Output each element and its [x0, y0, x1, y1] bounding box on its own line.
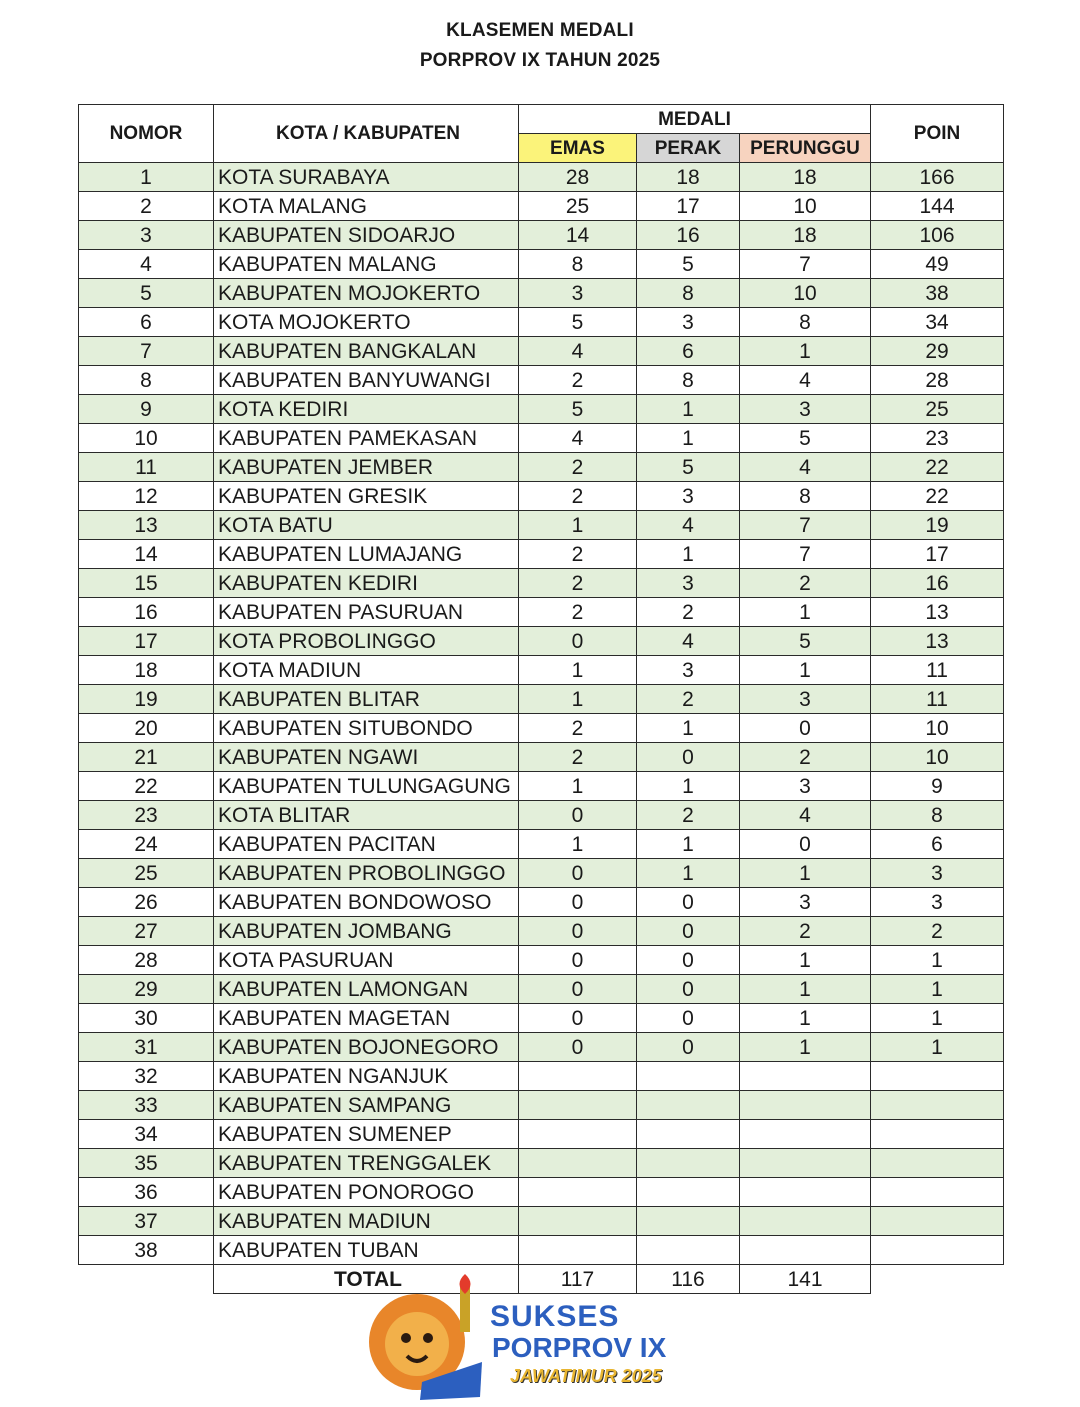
- rank-cell: 34: [79, 1120, 214, 1149]
- emas-cell: 2: [519, 540, 637, 569]
- total-spacer-right: [871, 1265, 1004, 1294]
- emas-cell: 28: [519, 163, 637, 192]
- region-name-cell: KABUPATEN BANGKALAN: [214, 337, 519, 366]
- rank-cell: 2: [79, 192, 214, 221]
- table-row: [79, 540, 1004, 569]
- rank-cell: 33: [79, 1091, 214, 1120]
- perunggu-cell: 4: [740, 453, 871, 482]
- emas-cell: 0: [519, 627, 637, 656]
- perunggu-cell: 5: [740, 424, 871, 453]
- perak-cell: 1: [637, 540, 740, 569]
- rank-cell: 14: [79, 540, 214, 569]
- poin-cell: 16: [871, 569, 1004, 598]
- poin-cell: 22: [871, 482, 1004, 511]
- rank-cell: 27: [79, 917, 214, 946]
- perunggu-cell: [740, 1236, 871, 1265]
- emas-cell: 0: [519, 859, 637, 888]
- table-row: [79, 859, 1004, 888]
- table-row: [79, 830, 1004, 859]
- region-name-cell: KABUPATEN NGANJUK: [214, 1062, 519, 1091]
- perunggu-cell: 2: [740, 569, 871, 598]
- emas-cell: 25: [519, 192, 637, 221]
- table-row: [79, 946, 1004, 975]
- rank-cell: 35: [79, 1149, 214, 1178]
- poin-cell: [871, 1120, 1004, 1149]
- poin-cell: 13: [871, 598, 1004, 627]
- rank-cell: 22: [79, 772, 214, 801]
- rank-cell: 5: [79, 279, 214, 308]
- table-row: [79, 1004, 1004, 1033]
- poin-cell: 25: [871, 395, 1004, 424]
- table-row: [79, 801, 1004, 830]
- rank-cell: 4: [79, 250, 214, 279]
- region-name-cell: KABUPATEN SUMENEP: [214, 1120, 519, 1149]
- table-row: [79, 308, 1004, 337]
- region-name-cell: KABUPATEN TRENGGALEK: [214, 1149, 519, 1178]
- perunggu-cell: 3: [740, 888, 871, 917]
- perunggu-cell: 0: [740, 714, 871, 743]
- rank-cell: 32: [79, 1062, 214, 1091]
- perunggu-cell: 8: [740, 308, 871, 337]
- emas-cell: 2: [519, 743, 637, 772]
- poin-cell: [871, 1236, 1004, 1265]
- perak-cell: 17: [637, 192, 740, 221]
- perak-cell: [637, 1236, 740, 1265]
- perunggu-cell: 1: [740, 598, 871, 627]
- poin-cell: 10: [871, 743, 1004, 772]
- poin-cell: 3: [871, 859, 1004, 888]
- poin-cell: 34: [871, 308, 1004, 337]
- region-name-cell: KABUPATEN BANYUWANGI: [214, 366, 519, 395]
- emas-cell: 0: [519, 1033, 637, 1062]
- page-title: KLASEMEN MEDALI: [446, 20, 634, 41]
- table-row: [79, 656, 1004, 685]
- table-row: [79, 1149, 1004, 1178]
- perunggu-cell: 3: [740, 685, 871, 714]
- emas-cell: 2: [519, 714, 637, 743]
- perunggu-cell: 4: [740, 801, 871, 830]
- region-name-cell: KABUPATEN TULUNGAGUNG: [214, 772, 519, 801]
- rank-cell: 1: [79, 163, 214, 192]
- region-name-cell: KABUPATEN MAGETAN: [214, 1004, 519, 1033]
- perunggu-cell: 18: [740, 163, 871, 192]
- emas-cell: 2: [519, 569, 637, 598]
- region-name-cell: KOTA KEDIRI: [214, 395, 519, 424]
- table-row: [79, 163, 1004, 192]
- poin-cell: 23: [871, 424, 1004, 453]
- perunggu-cell: 3: [740, 772, 871, 801]
- header-medali: MEDALI: [519, 105, 871, 134]
- poin-cell: 8: [871, 801, 1004, 830]
- perak-cell: [637, 1207, 740, 1236]
- table-row: [79, 1207, 1004, 1236]
- total-perunggu: 141: [740, 1265, 871, 1294]
- perak-cell: 1: [637, 714, 740, 743]
- header-emas: EMAS: [519, 134, 637, 163]
- emas-cell: 4: [519, 424, 637, 453]
- region-name-cell: KOTA MALANG: [214, 192, 519, 221]
- logo-line3: JAWATIMUR 2025: [510, 1366, 662, 1386]
- perak-cell: 0: [637, 917, 740, 946]
- emas-cell: 1: [519, 685, 637, 714]
- region-name-cell: KABUPATEN JOMBANG: [214, 917, 519, 946]
- emas-cell: [519, 1207, 637, 1236]
- perunggu-cell: 1: [740, 946, 871, 975]
- perak-cell: [637, 1149, 740, 1178]
- emas-cell: 14: [519, 221, 637, 250]
- rank-cell: 28: [79, 946, 214, 975]
- medal-standings-table: [78, 104, 1004, 1294]
- total-spacer: [79, 1265, 214, 1294]
- perunggu-cell: 3: [740, 395, 871, 424]
- perunggu-cell: 7: [740, 540, 871, 569]
- perunggu-cell: 1: [740, 1033, 871, 1062]
- region-name-cell: KOTA BATU: [214, 511, 519, 540]
- region-name-cell: KABUPATEN PONOROGO: [214, 1178, 519, 1207]
- table-row: [79, 221, 1004, 250]
- rank-cell: 7: [79, 337, 214, 366]
- perak-cell: 0: [637, 888, 740, 917]
- table-row: [79, 250, 1004, 279]
- region-name-cell: KOTA MADIUN: [214, 656, 519, 685]
- lion-mascot-icon: [362, 1272, 492, 1402]
- perak-cell: 2: [637, 685, 740, 714]
- emas-cell: 1: [519, 772, 637, 801]
- perunggu-cell: 10: [740, 192, 871, 221]
- perak-cell: 3: [637, 569, 740, 598]
- table-row: [79, 1062, 1004, 1091]
- poin-cell: 1: [871, 1033, 1004, 1062]
- perunggu-cell: 1: [740, 975, 871, 1004]
- emas-cell: 3: [519, 279, 637, 308]
- perunggu-cell: 7: [740, 250, 871, 279]
- poin-cell: 1: [871, 975, 1004, 1004]
- table-row: [79, 395, 1004, 424]
- perak-cell: [637, 1178, 740, 1207]
- rank-cell: 24: [79, 830, 214, 859]
- rank-cell: 12: [79, 482, 214, 511]
- region-name-cell: KABUPATEN LUMAJANG: [214, 540, 519, 569]
- perak-cell: 1: [637, 859, 740, 888]
- rank-cell: 6: [79, 308, 214, 337]
- emas-cell: [519, 1149, 637, 1178]
- region-name-cell: KOTA MOJOKERTO: [214, 308, 519, 337]
- poin-cell: 3: [871, 888, 1004, 917]
- region-name-cell: KABUPATEN SITUBONDO: [214, 714, 519, 743]
- poin-cell: 166: [871, 163, 1004, 192]
- poin-cell: 13: [871, 627, 1004, 656]
- header-perak: PERAK: [637, 134, 740, 163]
- region-name-cell: KABUPATEN SAMPANG: [214, 1091, 519, 1120]
- emas-cell: 0: [519, 917, 637, 946]
- perunggu-cell: 5: [740, 627, 871, 656]
- rank-cell: 36: [79, 1178, 214, 1207]
- perunggu-cell: 8: [740, 482, 871, 511]
- perak-cell: 6: [637, 337, 740, 366]
- emas-cell: 0: [519, 801, 637, 830]
- perunggu-cell: 1: [740, 656, 871, 685]
- perunggu-cell: 7: [740, 511, 871, 540]
- table-row: [79, 1091, 1004, 1120]
- poin-cell: 6: [871, 830, 1004, 859]
- rank-cell: 13: [79, 511, 214, 540]
- perunggu-cell: 1: [740, 859, 871, 888]
- emas-cell: 2: [519, 453, 637, 482]
- poin-cell: 29: [871, 337, 1004, 366]
- perak-cell: 2: [637, 598, 740, 627]
- table-row: [79, 743, 1004, 772]
- region-name-cell: KABUPATEN BOJONEGORO: [214, 1033, 519, 1062]
- perak-cell: 1: [637, 424, 740, 453]
- event-logo: [362, 1272, 702, 1402]
- rank-cell: 25: [79, 859, 214, 888]
- poin-cell: 17: [871, 540, 1004, 569]
- region-name-cell: KABUPATEN MADIUN: [214, 1207, 519, 1236]
- emas-cell: 8: [519, 250, 637, 279]
- perunggu-cell: 4: [740, 366, 871, 395]
- table-row: [79, 366, 1004, 395]
- poin-cell: 49: [871, 250, 1004, 279]
- table-row: [79, 1236, 1004, 1265]
- rank-cell: 38: [79, 1236, 214, 1265]
- rank-cell: 8: [79, 366, 214, 395]
- poin-cell: 28: [871, 366, 1004, 395]
- logo-line1: SUKSES: [490, 1300, 620, 1333]
- header-nomor: NOMOR: [79, 105, 214, 163]
- total-emas: 117: [519, 1265, 637, 1294]
- perak-cell: 4: [637, 627, 740, 656]
- poin-cell: 11: [871, 685, 1004, 714]
- emas-cell: 1: [519, 656, 637, 685]
- poin-cell: 1: [871, 1004, 1004, 1033]
- header-kota: KOTA / KABUPATEN: [214, 105, 519, 163]
- logo-line2: PORPROV IX: [492, 1332, 667, 1363]
- emas-cell: 2: [519, 482, 637, 511]
- rank-cell: 16: [79, 598, 214, 627]
- table-row: [79, 598, 1004, 627]
- table-row: [79, 569, 1004, 598]
- region-name-cell: KABUPATEN PACITAN: [214, 830, 519, 859]
- poin-cell: [871, 1149, 1004, 1178]
- rank-cell: 19: [79, 685, 214, 714]
- region-name-cell: KABUPATEN GRESIK: [214, 482, 519, 511]
- table-row: [79, 279, 1004, 308]
- rank-cell: 37: [79, 1207, 214, 1236]
- perunggu-cell: 18: [740, 221, 871, 250]
- perak-cell: 18: [637, 163, 740, 192]
- emas-cell: 5: [519, 308, 637, 337]
- perunggu-cell: 2: [740, 743, 871, 772]
- perunggu-cell: [740, 1091, 871, 1120]
- region-name-cell: KABUPATEN LAMONGAN: [214, 975, 519, 1004]
- header-perunggu: PERUNGGU: [740, 134, 871, 163]
- poin-cell: 19: [871, 511, 1004, 540]
- header-poin: POIN: [871, 105, 1004, 163]
- table-row: [79, 482, 1004, 511]
- total-perak: 116: [637, 1265, 740, 1294]
- region-name-cell: KABUPATEN SIDOARJO: [214, 221, 519, 250]
- poin-cell: [871, 1091, 1004, 1120]
- rank-cell: 3: [79, 221, 214, 250]
- perak-cell: 5: [637, 250, 740, 279]
- poin-cell: [871, 1178, 1004, 1207]
- emas-cell: 5: [519, 395, 637, 424]
- table-row: [79, 192, 1004, 221]
- emas-cell: 0: [519, 888, 637, 917]
- table-row: [79, 772, 1004, 801]
- emas-cell: 0: [519, 1004, 637, 1033]
- perak-cell: [637, 1091, 740, 1120]
- rank-cell: 31: [79, 1033, 214, 1062]
- region-name-cell: KABUPATEN NGAWI: [214, 743, 519, 772]
- region-name-cell: KOTA BLITAR: [214, 801, 519, 830]
- poin-cell: 22: [871, 453, 1004, 482]
- perak-cell: 2: [637, 801, 740, 830]
- perak-cell: [637, 1062, 740, 1091]
- perak-cell: 1: [637, 772, 740, 801]
- rank-cell: 11: [79, 453, 214, 482]
- emas-cell: 0: [519, 946, 637, 975]
- poin-cell: 10: [871, 714, 1004, 743]
- table-row: [79, 1178, 1004, 1207]
- region-name-cell: KABUPATEN BLITAR: [214, 685, 519, 714]
- rank-cell: 10: [79, 424, 214, 453]
- rank-cell: 9: [79, 395, 214, 424]
- perunggu-cell: [740, 1178, 871, 1207]
- rank-cell: 21: [79, 743, 214, 772]
- perunggu-cell: 10: [740, 279, 871, 308]
- region-name-cell: KOTA PASURUAN: [214, 946, 519, 975]
- rank-cell: 30: [79, 1004, 214, 1033]
- perak-cell: 0: [637, 975, 740, 1004]
- perunggu-cell: 1: [740, 1004, 871, 1033]
- perak-cell: 0: [637, 1033, 740, 1062]
- perak-cell: 8: [637, 366, 740, 395]
- emas-cell: [519, 1178, 637, 1207]
- region-name-cell: KABUPATEN PAMEKASAN: [214, 424, 519, 453]
- perunggu-cell: 2: [740, 917, 871, 946]
- region-name-cell: KABUPATEN BONDOWOSO: [214, 888, 519, 917]
- table-row: [79, 975, 1004, 1004]
- table-row: [79, 685, 1004, 714]
- perunggu-cell: 1: [740, 337, 871, 366]
- emas-cell: 2: [519, 598, 637, 627]
- poin-cell: 2: [871, 917, 1004, 946]
- total-label: TOTAL: [214, 1265, 519, 1294]
- region-name-cell: KABUPATEN PASURUAN: [214, 598, 519, 627]
- perak-cell: 0: [637, 743, 740, 772]
- table-row: [79, 917, 1004, 946]
- perak-cell: 4: [637, 511, 740, 540]
- perak-cell: [637, 1120, 740, 1149]
- table-row: [79, 453, 1004, 482]
- poin-cell: [871, 1062, 1004, 1091]
- page-subtitle: PORPROV IX TAHUN 2025: [419, 50, 661, 71]
- table-row: [79, 1120, 1004, 1149]
- table-row: [79, 1033, 1004, 1062]
- perak-cell: 3: [637, 308, 740, 337]
- perak-cell: 8: [637, 279, 740, 308]
- perak-cell: 3: [637, 656, 740, 685]
- poin-cell: 11: [871, 656, 1004, 685]
- table-row: [79, 888, 1004, 917]
- region-name-cell: KABUPATEN MOJOKERTO: [214, 279, 519, 308]
- perak-cell: 0: [637, 946, 740, 975]
- emas-cell: 1: [519, 830, 637, 859]
- perunggu-cell: [740, 1149, 871, 1178]
- perunggu-cell: [740, 1062, 871, 1091]
- rank-cell: 15: [79, 569, 214, 598]
- rank-cell: 29: [79, 975, 214, 1004]
- rank-cell: 20: [79, 714, 214, 743]
- poin-cell: [871, 1207, 1004, 1236]
- emas-cell: 1: [519, 511, 637, 540]
- rank-cell: 26: [79, 888, 214, 917]
- table-row: [79, 424, 1004, 453]
- perak-cell: 5: [637, 453, 740, 482]
- perak-cell: 3: [637, 482, 740, 511]
- perunggu-cell: [740, 1207, 871, 1236]
- emas-cell: [519, 1091, 637, 1120]
- emas-cell: [519, 1120, 637, 1149]
- table-row: [79, 627, 1004, 656]
- poin-cell: 9: [871, 772, 1004, 801]
- region-name-cell: KOTA PROBOLINGGO: [214, 627, 519, 656]
- perak-cell: 1: [637, 830, 740, 859]
- perak-cell: 16: [637, 221, 740, 250]
- perak-cell: 1: [637, 395, 740, 424]
- region-name-cell: KABUPATEN KEDIRI: [214, 569, 519, 598]
- poin-cell: 38: [871, 279, 1004, 308]
- emas-cell: 2: [519, 366, 637, 395]
- region-name-cell: KABUPATEN MALANG: [214, 250, 519, 279]
- table-row: [79, 511, 1004, 540]
- rank-cell: 23: [79, 801, 214, 830]
- poin-cell: 1: [871, 946, 1004, 975]
- poin-cell: 144: [871, 192, 1004, 221]
- table-row: [79, 714, 1004, 743]
- table-row: [79, 337, 1004, 366]
- rank-cell: 18: [79, 656, 214, 685]
- emas-cell: 4: [519, 337, 637, 366]
- region-name-cell: KABUPATEN JEMBER: [214, 453, 519, 482]
- rank-cell: 17: [79, 627, 214, 656]
- emas-cell: [519, 1236, 637, 1265]
- emas-cell: [519, 1062, 637, 1091]
- perak-cell: 0: [637, 1004, 740, 1033]
- perunggu-cell: 0: [740, 830, 871, 859]
- region-name-cell: KABUPATEN TUBAN: [214, 1236, 519, 1265]
- region-name-cell: KOTA SURABAYA: [214, 163, 519, 192]
- perunggu-cell: [740, 1120, 871, 1149]
- poin-cell: 106: [871, 221, 1004, 250]
- emas-cell: 0: [519, 975, 637, 1004]
- region-name-cell: KABUPATEN PROBOLINGGO: [214, 859, 519, 888]
